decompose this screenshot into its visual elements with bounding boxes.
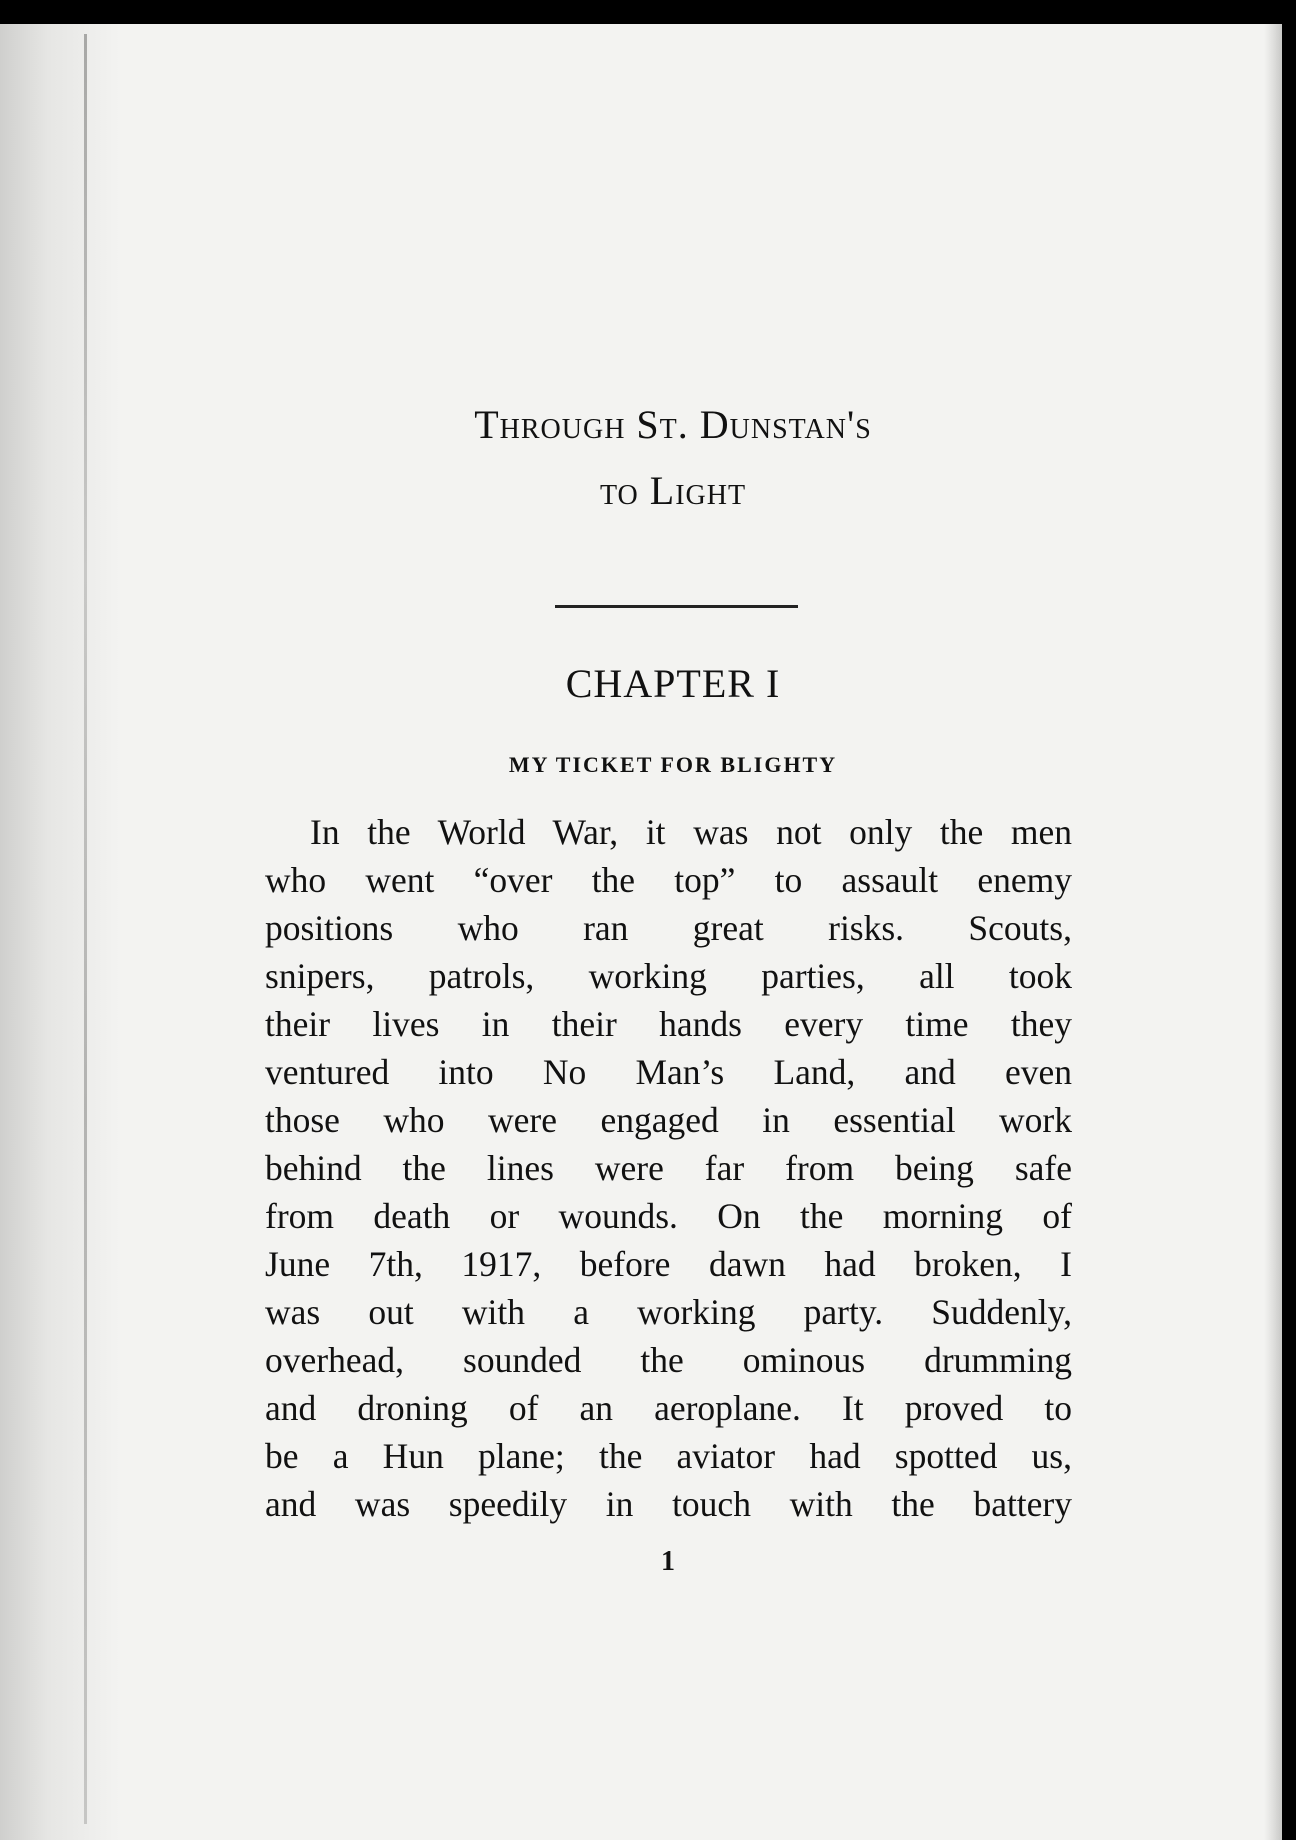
body-line: be a Hun plane; the aviator had spotted us,	[265, 1436, 1072, 1476]
body-line: snipers, patrols, working parties, all took	[265, 956, 1072, 996]
body-line: their lives in their hands every time they	[265, 1004, 1072, 1044]
gutter-shadow	[0, 24, 120, 1840]
chapter-heading: CHAPTER I	[565, 661, 781, 706]
title-rule	[555, 605, 798, 608]
body-line: was out with a working party. Suddenly,	[265, 1292, 1072, 1332]
body-text	[265, 808, 1072, 1528]
body-line: In the World War, it was not only the men	[310, 812, 1072, 852]
body-line: and was speedily in touch with the battery	[265, 1484, 1072, 1524]
body-line: from death or wounds. On the morning of	[265, 1196, 1072, 1236]
book-title	[200, 392, 1146, 524]
chapter-subtitle: MY TICKET FOR BLIGHTY	[508, 752, 838, 777]
body-line: behind the lines were far from being safe	[265, 1148, 1072, 1188]
body-line: overhead, sounded the ominous drumming	[265, 1340, 1072, 1380]
body-line: those who were engaged in essential work	[265, 1100, 1072, 1140]
binding-edge	[84, 34, 87, 1824]
page-edge	[1264, 24, 1282, 1840]
body-line: positions who ran great risks. Scouts,	[265, 908, 1072, 948]
body-line: and droning of an aeroplane. It proved to	[265, 1388, 1072, 1428]
book-title-line-1: Through St. Dunstan's	[474, 402, 872, 447]
body-line: ventured into No Man’s Land, and even	[265, 1052, 1072, 1092]
book-title-line-2: to Light	[599, 468, 747, 513]
body-line: who went “over the top” to assault enemy	[265, 860, 1072, 900]
body-line: June 7th, 1917, before dawn had broken, I	[265, 1244, 1072, 1284]
page-number: 1	[661, 1546, 675, 1577]
